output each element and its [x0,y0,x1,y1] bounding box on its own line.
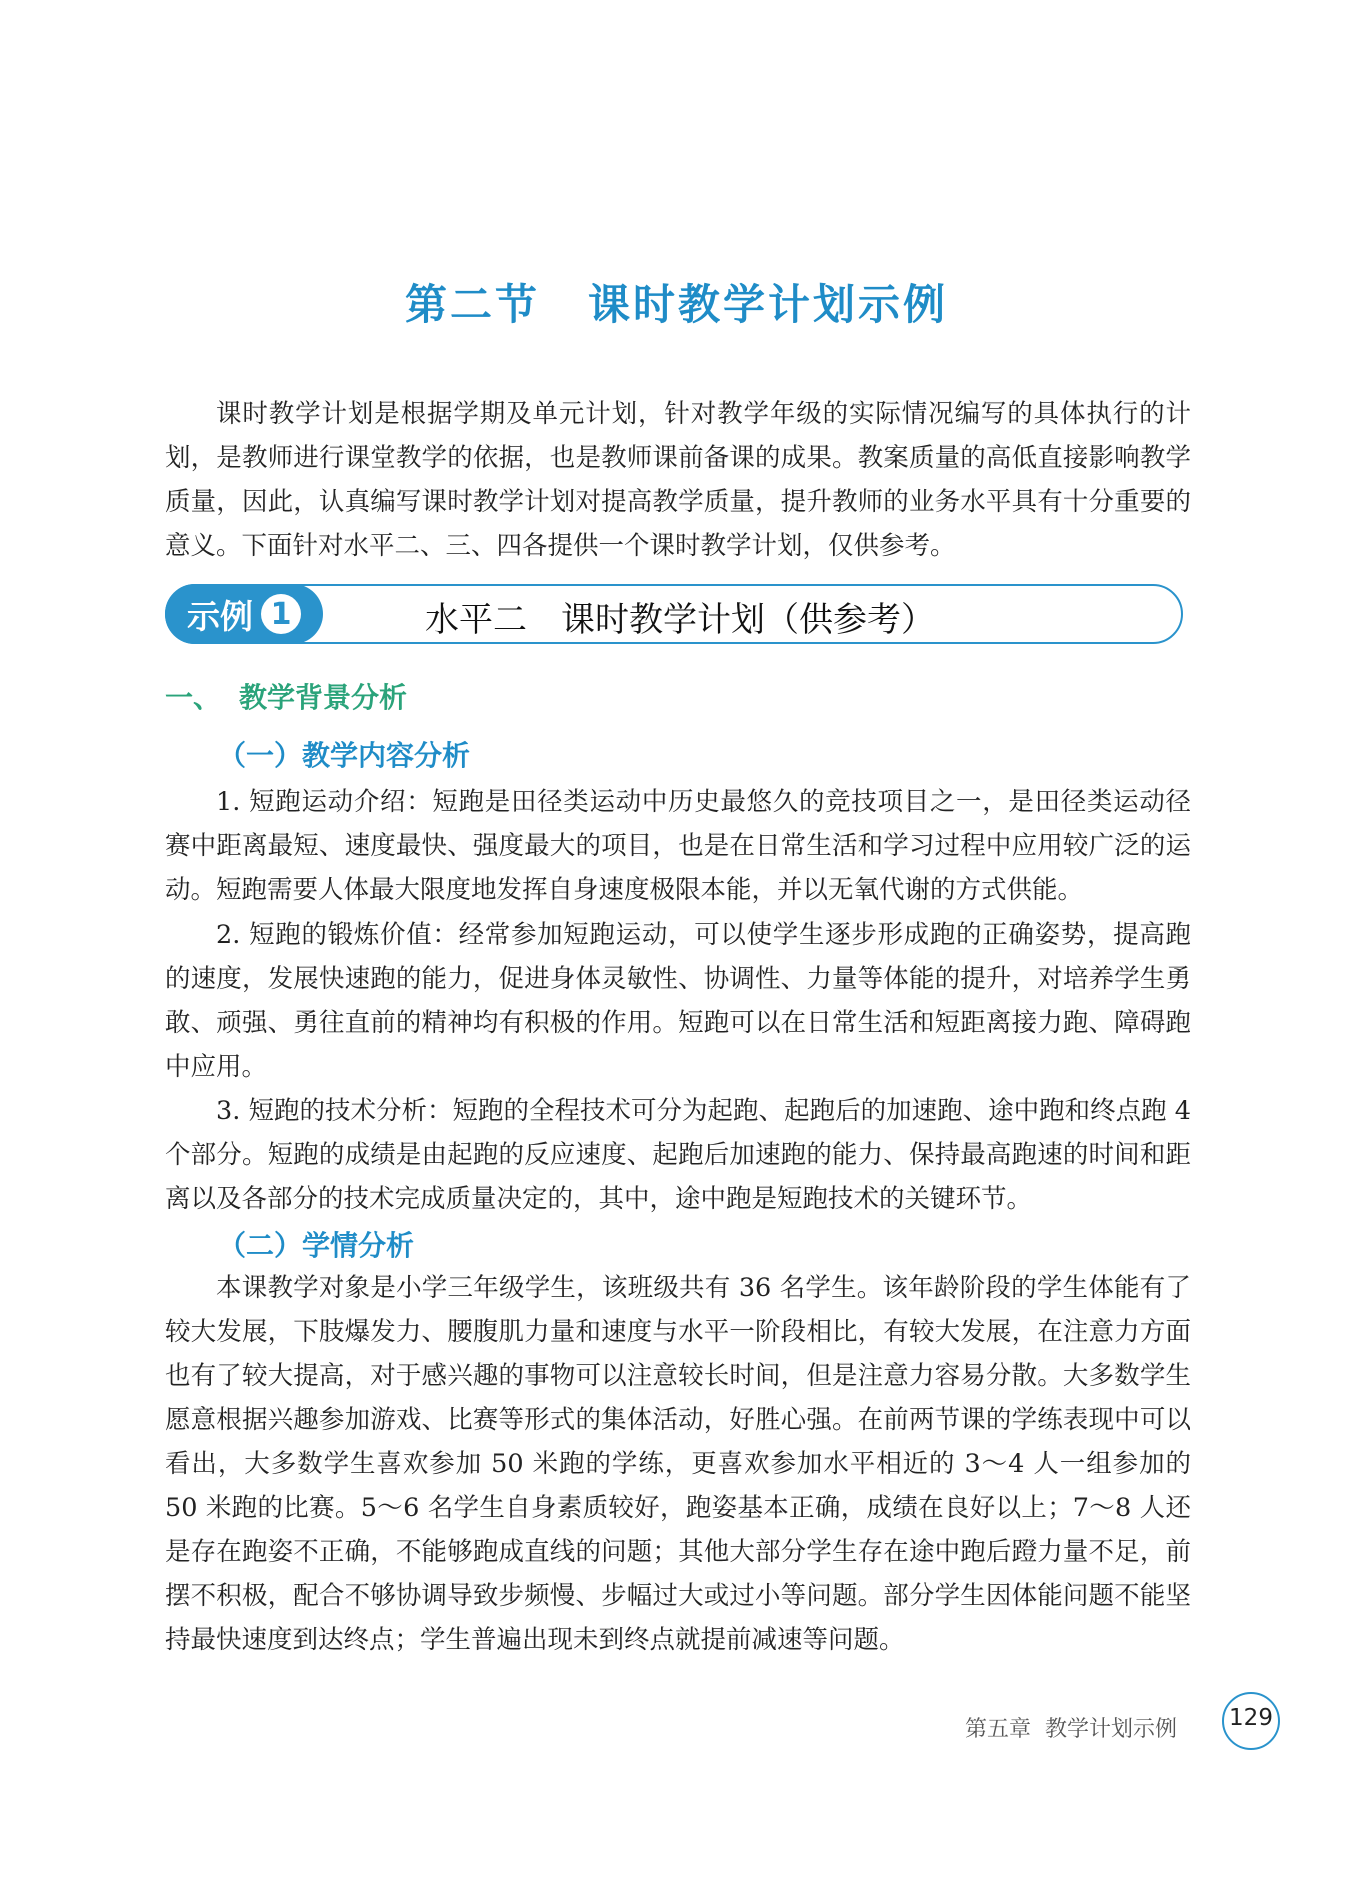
heading1-text: 教学背景分析 [239,681,408,714]
example-title-text: 课时教学计划（供参考） [561,600,935,640]
section-title [0,272,1353,332]
example-level: 水平二 [425,600,527,640]
footer-chapter: 第五章 [965,1717,1032,1742]
paragraph-sprint-value: 2. 短跑的锻炼价值：经常参加短跑运动，可以使学生逐步形成跑的正确姿势，提高跑的速度，发展快速跑的能力，促进身体灵敏性、协调性、力量等体能的提升，对培养学生勇敢、顽强、勇往直前的精神均有积极的作用。短跑可以在日常生活和短距离接力跑、障碍跑中应用。 [165,920,1191,1082]
heading-student-analysis: （二）学情分析 [218,1229,415,1262]
footer-chapter-title: 教学计划示例 [1045,1717,1178,1742]
running-footer [965,1712,1177,1743]
heading-content-analysis: （一）教学内容分析 [218,739,471,772]
example-pill [165,584,323,644]
example-number-badge: 1 [261,594,301,634]
example-label: 示例 [187,596,253,636]
example-title [425,592,935,641]
paragraph-sprint-intro: 1. 短跑运动介绍：短跑是田径类运动中历史最悠久的竞技项目之一，是田径类运动径赛中距离最短、速度最快、强度最大的项目，也是在日常生活和学习过程中应用较广泛的运动。短跑需要人体最大限度地发挥自身速度极限本能，并以无氧代谢的方式供能。 [165,787,1191,905]
page-number-badge [1222,1692,1280,1754]
section-title-text: 课时教学计划示例 [588,280,949,329]
section-number: 第二节 [404,280,540,329]
paragraph-sprint-technique: 3. 短跑的技术分析：短跑的全程技术可分为起跑、起跑后的加速跑、途中跑和终点跑 4 个部分。短跑的成绩是由起跑的反应速度、起跑后加速跑的能力、保持最高跑速的时间和距离以及各部分的技术完成质量决定的，其中，途中跑是短跑技术的关键环节。 [165,1096,1191,1214]
page-number: 129 [1229,1705,1273,1731]
heading1-number: 一、 [165,681,222,714]
heading-background-analysis [165,676,407,716]
example-banner [165,584,1185,646]
intro-paragraph: 课时教学计划是根据学期及单元计划，针对教学年级的实际情况编写的具体执行的计划，是教师进行课堂教学的依据，也是教师课前备课的成果。教案质量的高低直接影响教学质量，因此，认真编写课时教学计划对提高教学质量，提升教师的业务水平具有十分重要的意义。下面针对水平二、三、四各提供一个课时教学计划，仅供参考。 [165,399,1191,561]
paragraph-student-analysis: 本课教学对象是小学三年级学生，该班级共有 36 名学生。该年龄阶段的学生体能有了较大发展，下肢爆发力、腰腹肌力量和速度与水平一阶段相比，有较大发展，在注意力方面也有了较大提高，对于感兴趣的事物可以注意较长时间，但是注意力容易分散。大多数学生愿意根据兴趣参加游戏、比赛等形式的集体活动，好胜心强。在前两节课的学练表现中可以看出，大多数学生喜欢参加 50 米跑的学练，更喜欢参加水平相近的 3～4 人一组参加的 50 米跑的比赛。5～6 名学生自身素质较好，跑姿基本正确，成绩在良好以上；7～8 人还是存在跑姿不正确，不能够跑成直线的问题；其他大部分学生存在途中跑后蹬力量不足，前摆不积极，配合不够协调导致步频慢、步幅过大或过小等问题。部分学生因体能问题不能坚持最快速度到达终点；学生普遍出现未到终点就提前减速等问题。 [165,1273,1191,1655]
